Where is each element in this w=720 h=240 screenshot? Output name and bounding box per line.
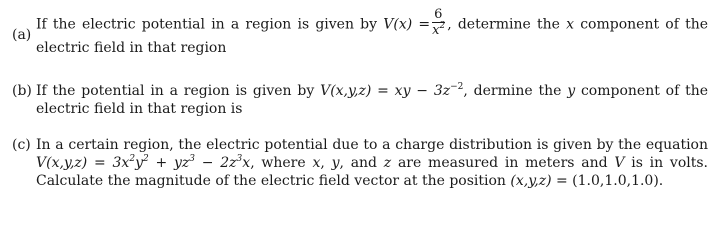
- problem-c: [12, 136, 708, 190]
- problem-b-label: (b): [12, 83, 32, 99]
- problem-a-line-1: If the electric potential in a region is given by V(x) = $\frac{6}{x^2}$ , determine the x component of the: [36, 7, 709, 38]
- potential-expression: V(x,y,z) = xy − 3z: [320, 83, 451, 99]
- problem-c-text: [36, 136, 708, 190]
- fraction: $\frac{6}{x^2}$: [432, 7, 446, 38]
- position-vector: (x,y,z): [510, 173, 552, 189]
- problem-c-line-3: Calculate the magnitude of the electric field vector at the position (x,y,z) = (1.0,1.0,1.0).: [36, 173, 664, 189]
- potential-expression: V(x) =: [383, 16, 431, 33]
- problem-c-line-2: $V(x,y,z) = 3x^2y^2 + yz^3 - 2z^3x$, where x, y, and z are measured in meters and V is in volts.: [36, 154, 708, 171]
- problem-c-label: (c): [12, 137, 31, 153]
- potential-equation: $V(x,y,z) = 3x^2y^2 + yz^3 - 2z^3x$: [36, 154, 251, 171]
- problem-a-line-2: electric field in that region: [36, 40, 227, 56]
- problem-b-line-1: If the potential in a region is given by V(x,y,z) = xy − $3z^{-2}$, dermine the y component of the: [36, 82, 708, 99]
- problem-a-label: (a): [12, 27, 32, 43]
- problem-b: [12, 82, 708, 118]
- position-values: = (1.0,1.0,1.0).: [556, 173, 664, 189]
- problem-a: [12, 7, 709, 57]
- problem-c-line-1: In a certain region, the electric potential due to a charge distribution is given by the equation: [36, 137, 708, 153]
- problem-a-text: [36, 7, 709, 57]
- problem-b-line-2: electric field in that region is: [36, 101, 243, 117]
- problem-b-text: [36, 82, 708, 118]
